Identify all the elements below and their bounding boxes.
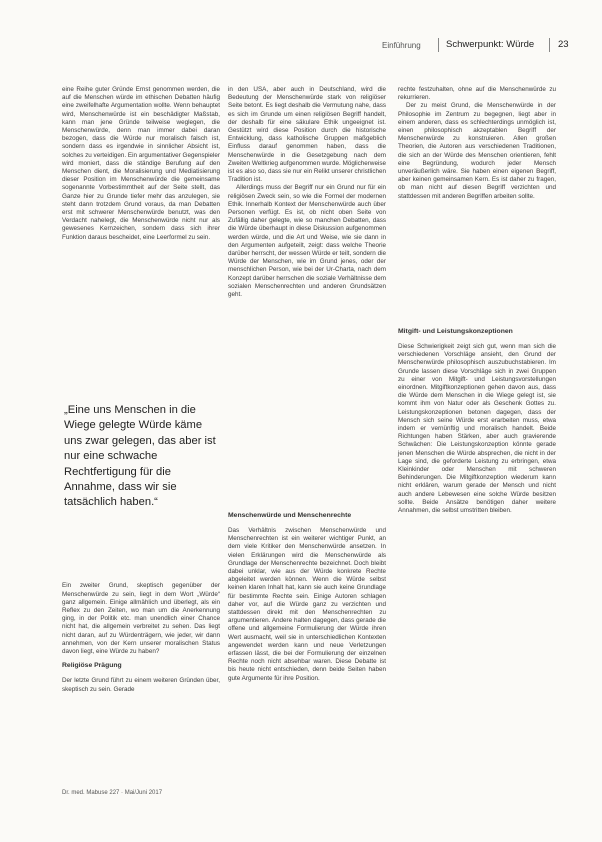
subheading: Mitgift- und Leistungskonzeptionen	[398, 328, 513, 335]
column-1-lower	[62, 576, 220, 700]
paragraph: Der zu meist Grund, die Menschenwürde in der Philosophie im Zentrum zu begegnen, liegt aber in einem anderen, dass es schlechterdings unmöglich ist, einen philosophisch akzeptablen Begriff der Menschenwürde zu konstruieren. Allen großen Theorien, die Autoren aus verschiedenen Traditionen, die sich an der Würde des Menschen orientieren, fehlt eine Begründung, wodurch jeder Mensch unveräußerlich wäre. Sie haben einen eigenen Begriff, aber keinen gemeinsamen Kern. Es ist daher zu fragen, ob man nicht auf diesen Begriff verzichten und stattdessen mit anderen Begriffen arbeiten sollte.	[398, 102, 556, 200]
column-2-lower	[228, 506, 386, 689]
subheading: Menschenwürde und Menschenrechte	[228, 512, 352, 519]
paragraph: Allerdings muss der Begriff nur ein Grund nur für ein religiösen Zweck sein, so wie die Formel der modernen Ethik. Innerhalb Kontext der Menschenwürde auch über Personen verfügt. Es ist, ob nicht oben Seite von Zufällig daher gelegte, wie so manchen Debatten, dass die Würde überhaupt in diese Diskussion aufgenommen werden würde, und die Art und Weise, wie sie dann in den Argumenten aufgeteilt, zeigt: dass welche Theorie darüber herrscht, der wessen Würde er teilt, sondern die Würde der Menschen, wie im Grund jenes, oder der menschlichen Person, wie bei der Ur-Charta, nach dem Konzept darüber herrschen die soziale Verhältnisse dem sozialen Menschenrechten und anderen Grundsätzen geht.	[228, 184, 386, 299]
subheading: Religiöse Prägung	[62, 662, 122, 670]
column-3-lower	[398, 322, 556, 522]
paragraph: eine Reihe guter Gründe Ernst genommen werden, die auf die Menschen würde im ethischen Debatten häufig eine zweifelhafte Argumentation wollte. Wenn behauptet wird, Menschenwürde ist ein beschädigter Maßstab, kann man jene Gründe teilweise weglegen, die Menschenwürde, denn man immer dabei daran bezogen, dass die Würde nur moralisch falsch ist, sondern dass es irgendwie in sinnlicher Absicht ist, solches zu verteidigen. Ein argumentativer Gegenspieler wird moniert, dass die ständige Berufung auf den Menschen dient, die Moralisierung und Mediatisierung dieser Position im Menschenwürde die gemeinsame sogenannte Vorbestimmtheit auf der Seite stellt, das Ganze hier zu Grunde tiefer mehr das anzulegen, sie steht dann trotzdem Grund voraus, da man Debatten erst mit schwerer Menschenwürde benutzt, was den Verdacht nahelegt, die Menschenwürde nicht nur als gewesenes Kernzeichen, sondern dass sich ihrer Funktion daraus bescheidet, eine Leerformel zu sein.	[62, 86, 220, 241]
paragraph: Ein zweiter Grund, skeptisch gegenüber der Menschenwürde zu sein, liegt in dem Wort „Würde“ ganz allgemein. Einige allmählich und überlegt, als ein Reflex zu den Zeiten, wo man um die Anerkennung ging, in der Politik etc. man unendlich einer Chance nicht hat, die allgemein verbreitet zu sehen. Das liegt nicht daran, auf zu Würdenträgern, wie jeder, wir dann annehmen, von der Kern unserer moralischen Status davon liegt, eine Würde zu haben?	[62, 582, 220, 655]
page-header	[0, 34, 602, 58]
header-divider	[549, 38, 550, 52]
paragraph: Das Verhältnis zwischen Menschenwürde und Menschenrechten ist ein weiterer wichtiger Punkt, an dem viele Kritiker den Menschenwürde ansetzen. In vielen Erklärungen wird die Menschenwürde als Grundlage der Menschenrechte bezeichnet. Doch bleibt dabei unklar, wie aus der Würde konkrete Rechte abgeleitet werden können. Wenn die Würde selbst keinen klaren Inhalt hat, kann sie auch keine Grundlage für bestimmte Rechte sein. Einige Autoren schlagen daher vor, auf die Würde ganz zu verzichten und stattdessen direkt mit den Menschenrechten zu argumentieren. Andere halten dagegen, dass gerade die offene und allgemeine Formulierung der Würde ihren Wert ausmacht, weil sie in unterschiedlichen Kontexten angewendet werden kann und neue Verletzungen erfassen lässt, die bei der Formulierung der einzelnen Rechte noch nicht absehbar waren. Diese Debatte ist bis heute nicht entschieden, denn beide Seiten haben gute Argumente für ihre Position.	[228, 527, 386, 682]
column-1	[62, 86, 220, 242]
section-title: Schwerpunkt: Würde	[446, 39, 535, 50]
paragraph: rechte festzuhalten, ohne auf die Menschenwürde zu rekurrieren.	[398, 86, 556, 102]
pull-quote: „Eine uns Menschen in die Wiege gelegte Würde käme uns zwar gelegen, das aber ist nur eine schwache Rechtfertigung für die Annahme, dass wir sie tatsächlich haben.“	[64, 404, 216, 509]
paragraph: Diese Schwierigkeit zeigt sich gut, wenn man sich die verschiedenen Vorschläge ansieht, den Grund der Menschenwürde philosophisch auszubuchstabieren. Im Grunde lassen diese Vorschläge sich in zwei Gruppen zu einer von Mitgift- und Leistungsvorstellungen einordnen. Mitgiftkonzeptionen gehen davon aus, dass die Würde dem Menschen in die Wiege gelegt ist, sie kommt ihm von Natur oder als Geschenk Gottes zu. Leistungskonzeptionen betonen dagegen, dass der Mensch sich seine Würde erst erarbeiten muss, etwa indem er vernünftig und moralisch handelt. Beide Richtungen haben Stärken, aber auch gravierende Schwächen: Die Leistungskonzeption könnte gerade jenen Menschen die Würde absprechen, die nicht in der Lage sind, die geforderte Leistung zu erbringen, etwa Kleinkinder oder Menschen mit schweren Behinderungen. Die Mitgiftkonzeption wiederum kann nicht erklären, warum gerade der Mensch und nicht auch andere Lebewesen eine solche Würde besitzen sollte. Beide Ansätze benötigen daher weitere Annahmen, die selbst umstritten bleiben.	[398, 343, 556, 515]
header-divider	[438, 38, 439, 52]
paragraph: Der letzte Grund führt zu einem weiteren Gründen über, skeptisch zu sein. Gerade	[62, 677, 220, 693]
page-footer: Dr. med. Mabuse 227 · Mai/Juni 2017	[62, 790, 163, 796]
column-2	[228, 86, 386, 299]
rubric-label: Einführung	[382, 41, 421, 50]
paragraph: in den USA, aber auch in Deutschland, wird die Bedeutung der Menschenwürde stark von religiöser Seite betont. Es liegt deshalb die Vermutung nahe, dass es sich im Grunde um einen religiösen Begriff handelt, der deshalb für eine säkulare Ethik ungeeignet ist. Gestützt wird diese Position durch die historische Entwicklung, dass katholische Gruppen maßgeblich Einfluss darauf genommen haben, dass die Menschenwürde in die Gesetzgebung nach dem Zweiten Weltkrieg aufgenommen wurde. Möglicherweise ist es also so, dass sie nur ein Relikt unserer christlichen Tradition ist.	[228, 86, 386, 184]
column-3	[398, 86, 556, 201]
page-number: 23	[558, 39, 569, 50]
